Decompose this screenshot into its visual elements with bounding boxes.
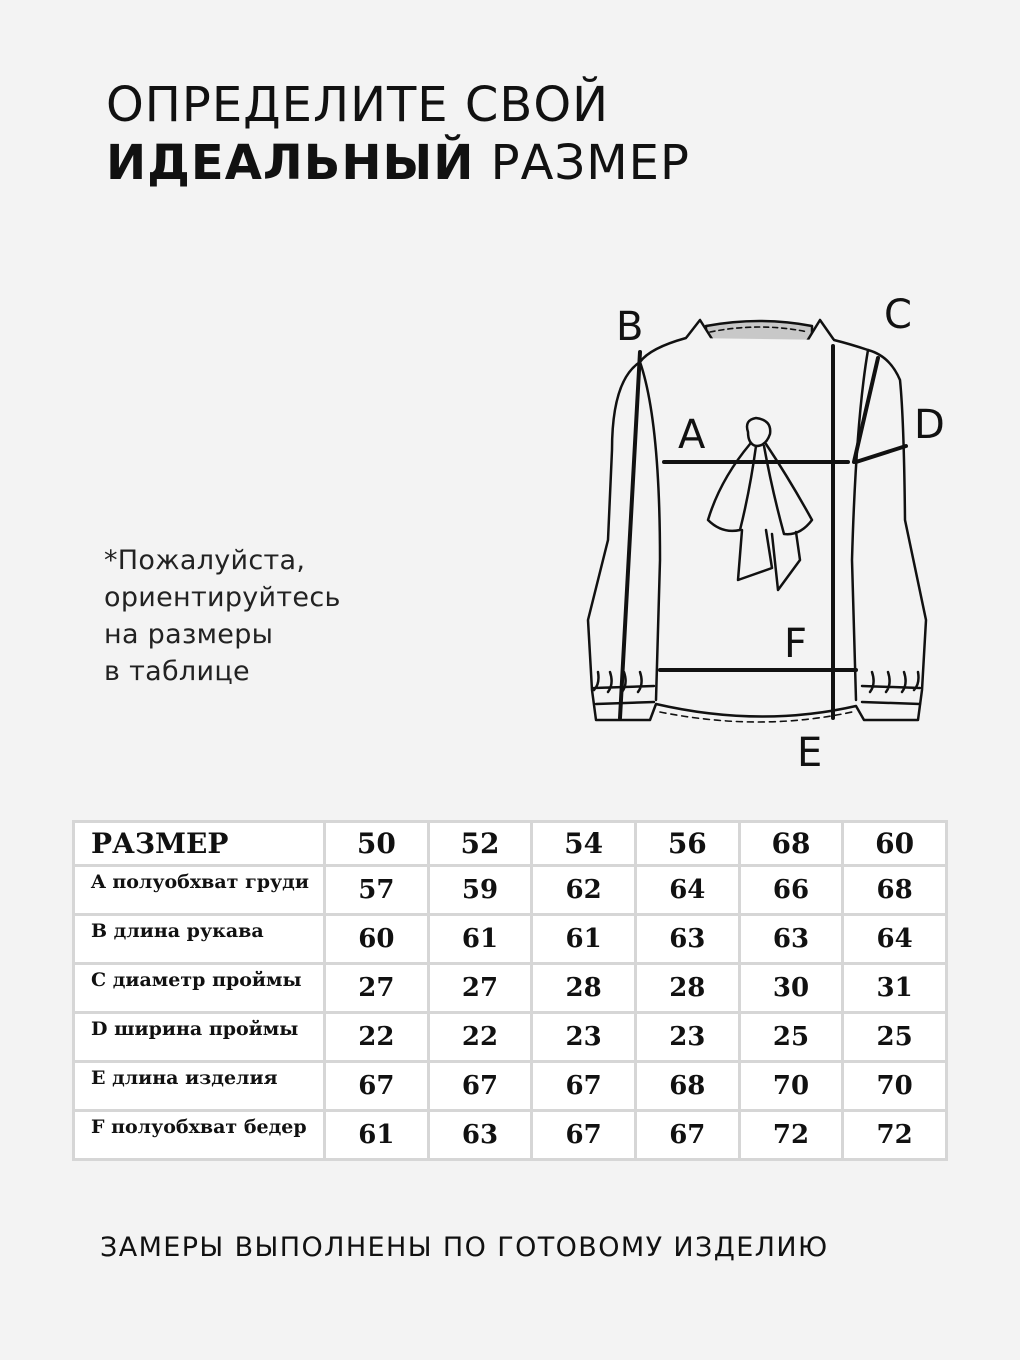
table-row — [74, 1062, 947, 1111]
table-row — [74, 866, 947, 915]
value-cell: 61 — [428, 915, 532, 964]
value-cell: 61 — [325, 1111, 429, 1160]
value-cell: 23 — [635, 1013, 739, 1062]
note-line-4: в таблице — [104, 656, 250, 687]
value-cell: 67 — [532, 1111, 636, 1160]
diagram-label-d: D — [914, 402, 945, 448]
header-cell-size: 68 — [739, 822, 843, 866]
table-row — [74, 964, 947, 1013]
diagram-label-f: F — [784, 621, 808, 667]
title-rest-word: РАЗМЕР — [474, 135, 690, 191]
param-cell: B длина рукава — [74, 915, 325, 964]
param-cell: F полуобхват бедер — [74, 1111, 325, 1160]
value-cell: 70 — [843, 1062, 947, 1111]
value-cell: 68 — [843, 866, 947, 915]
title-line-1: ОПРЕДЕЛИТЕ СВОЙ — [106, 77, 610, 133]
footer-note: ЗАМЕРЫ ВЫПОЛНЕНЫ ПО ГОТОВОМУ ИЗДЕЛИЮ — [100, 1232, 829, 1263]
header-cell-size: 60 — [843, 822, 947, 866]
table-row — [74, 915, 947, 964]
param-cell: D ширина проймы — [74, 1013, 325, 1062]
value-cell: 30 — [739, 964, 843, 1013]
param-cell: C диаметр проймы — [74, 964, 325, 1013]
value-cell: 72 — [843, 1111, 947, 1160]
value-cell: 27 — [325, 964, 429, 1013]
note-line-1: *Пожалуйста, — [104, 545, 306, 576]
header-cell-size: 56 — [635, 822, 739, 866]
param-cell: A полуобхват груди — [74, 866, 325, 915]
value-cell: 60 — [325, 915, 429, 964]
value-cell: 63 — [428, 1111, 532, 1160]
value-cell: 31 — [843, 964, 947, 1013]
value-cell: 27 — [428, 964, 532, 1013]
diagram-label-a: A — [678, 412, 706, 458]
value-cell: 70 — [739, 1062, 843, 1111]
param-cell: E длина изделия — [74, 1062, 325, 1111]
size-table — [72, 820, 948, 1161]
value-cell: 64 — [635, 866, 739, 915]
value-cell: 67 — [635, 1111, 739, 1160]
value-cell: 63 — [635, 915, 739, 964]
value-cell: 64 — [843, 915, 947, 964]
value-cell: 22 — [428, 1013, 532, 1062]
value-cell: 67 — [325, 1062, 429, 1111]
note-line-2: ориентируйтесь — [104, 582, 341, 613]
header-cell-size: 54 — [532, 822, 636, 866]
title-line-2 — [106, 134, 690, 192]
value-cell: 25 — [843, 1013, 947, 1062]
value-cell: 67 — [532, 1062, 636, 1111]
value-cell: 72 — [739, 1111, 843, 1160]
bow-knot — [747, 418, 770, 446]
header-cell-size: 52 — [428, 822, 532, 866]
page-title — [106, 76, 690, 192]
header-cell-size-label: РАЗМЕР — [74, 822, 325, 866]
value-cell: 28 — [532, 964, 636, 1013]
value-cell: 23 — [532, 1013, 636, 1062]
title-bold-word: ИДЕАЛЬНЫЙ — [106, 135, 475, 191]
diagram-label-e: E — [797, 730, 823, 776]
table-row — [74, 1013, 947, 1062]
size-note — [104, 542, 341, 690]
value-cell: 68 — [635, 1062, 739, 1111]
table-header-row — [74, 822, 947, 866]
diagram-label-c: C — [884, 292, 912, 338]
value-cell: 67 — [428, 1062, 532, 1111]
note-line-3: на размеры — [104, 619, 274, 650]
value-cell: 66 — [739, 866, 843, 915]
value-cell: 28 — [635, 964, 739, 1013]
table-row — [74, 1111, 947, 1160]
value-cell: 59 — [428, 866, 532, 915]
blouse-measurement-diagram — [560, 280, 980, 800]
value-cell: 25 — [739, 1013, 843, 1062]
value-cell: 62 — [532, 866, 636, 915]
value-cell: 63 — [739, 915, 843, 964]
header-cell-size: 50 — [325, 822, 429, 866]
diagram-label-b: B — [616, 304, 644, 350]
value-cell: 22 — [325, 1013, 429, 1062]
value-cell: 57 — [325, 866, 429, 915]
value-cell: 61 — [532, 915, 636, 964]
